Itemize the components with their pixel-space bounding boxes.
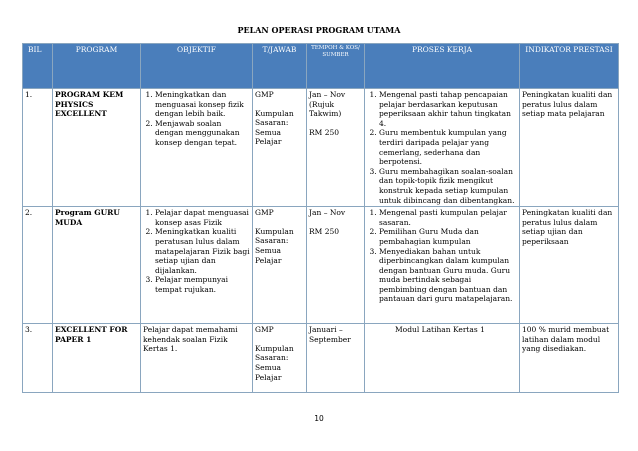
- table-header-row: [23, 44, 619, 89]
- table-row: [23, 324, 619, 393]
- row-objektif: [141, 207, 253, 324]
- header-tjawab: T/JAWAB: [253, 44, 307, 89]
- row-proses: [365, 89, 520, 207]
- page-title: PELAN OPERASI PROGRAM UTAMA: [237, 25, 401, 35]
- row-tjawab: [253, 324, 307, 393]
- row-tjawab: [253, 89, 307, 207]
- tjawab-code: GMP: [255, 325, 274, 335]
- row-proses: [365, 324, 520, 393]
- tempoh-text: Jan – Nov (Rujuk Takwim): [309, 90, 346, 119]
- tempoh-text: Jan – Nov: [309, 208, 346, 218]
- proses-item: 1. Mengenal pasti kumpulan pelajar sasaran.: [379, 208, 517, 227]
- tjawab-value: Semua Pelajar: [255, 127, 282, 147]
- row-tempoh: [307, 89, 365, 207]
- row-tjawab: [253, 207, 307, 324]
- tjawab-code: GMP: [255, 208, 274, 218]
- objektif-item: 1. Meningkatkan dan menguasai konsep fizik dengan lebih baik.: [155, 90, 250, 119]
- row-bil: 1.: [23, 89, 53, 207]
- row-indikator: Peningkatan kualiti dan peratus lulus dalam setiap mata pelajaran: [520, 89, 619, 207]
- row-program: Program GURU MUDA: [53, 207, 141, 324]
- objektif-item: 3. Pelajar mempunyai tempat rujukan.: [155, 275, 250, 294]
- header-indikator: INDIKATOR PRESTASI: [520, 44, 619, 89]
- table-row: [23, 207, 619, 324]
- proses-text: Modul Latihan Kertas 1: [395, 325, 485, 335]
- objektif-item: 2. Meningkatkan kualiti peratusan lulus dalam matapelajaran Fizik bagi setiap ujian dan dijalankan.: [155, 227, 250, 275]
- row-proses: [365, 207, 520, 324]
- row-indikator: Peningkatan kualiti dan peratus lulus dalam setiap ujian dan peperiksaan: [520, 207, 619, 324]
- header-program: PROGRAM: [53, 44, 141, 89]
- page-number: 10: [314, 414, 324, 423]
- row-objektif: Pelajar dapat memahami kehendak soalan Fizik Kertas 1.: [141, 324, 253, 393]
- row-tempoh: [307, 207, 365, 324]
- tjawab-value: Semua Pelajar: [255, 362, 282, 382]
- program-plan-table: [22, 43, 619, 393]
- objektif-item: 1. Pelajar dapat menguasai konsep asas Fizik: [155, 208, 250, 227]
- tjawab-code: GMP: [255, 90, 274, 99]
- header-objektif: OBJEKTIF: [141, 44, 253, 89]
- objektif-item: 2. Menjawab soalan dengan menggunakan konsep dengan tepat.: [155, 119, 250, 148]
- kos-text: RM 250: [309, 226, 340, 236]
- proses-item: 3. Menyediakan bahan untuk diperbincangkan dalam kumpulan dengan bantuan Guru muda. Guru muda bertindak sebagai pembimbing dengan bantuan dan pantauan dari guru matapelajaran.: [379, 247, 517, 305]
- row-indikator: 100 % murid membuat latihan dalam modul yang disediakan.: [520, 324, 619, 393]
- proses-item: 3. Guru membahagikan soalan-soalan dan topik-topik fizik mengikut konstruk kepada setiap kumpulan untuk dibincang dan dibentangkan.: [379, 167, 517, 205]
- header-bil: BIL: [23, 44, 53, 89]
- tjawab-label: Kumpulan Sasaran:: [255, 343, 294, 363]
- row-objektif: [141, 89, 253, 207]
- header-proses: PROSES KERJA: [365, 44, 520, 89]
- table-row: [23, 89, 619, 207]
- tjawab-label: Kumpulan Sasaran:: [255, 226, 294, 246]
- row-program: PROGRAM KEM PHYSICS EXCELLENT: [53, 89, 141, 207]
- row-bil: 2.: [23, 207, 53, 324]
- header-tempoh: TEMPOH & KOS/ SUMBER: [307, 44, 365, 89]
- row-bil: 3.: [23, 324, 53, 393]
- row-tempoh: Januari – September: [307, 324, 365, 393]
- proses-item: 1. Mengenal pasti tahap pencapaian pelajar berdasarkan keputusan peperiksaan akhir tahun tingkatan 4.: [379, 90, 517, 128]
- tjawab-label: Kumpulan Sasaran:: [255, 108, 294, 128]
- proses-item: 2. Pemilihan Guru Muda dan pembahagian kumpulan: [379, 227, 517, 246]
- row-program: EXCELLENT FOR PAPER 1: [53, 324, 141, 393]
- proses-item: 2. Guru membentuk kumpulan yang terdiri daripada pelajar yang cemerlang, sederhana dan berpotensi.: [379, 128, 517, 166]
- kos-text: RM 250: [309, 127, 340, 137]
- tjawab-value: Semua Pelajar: [255, 245, 282, 265]
